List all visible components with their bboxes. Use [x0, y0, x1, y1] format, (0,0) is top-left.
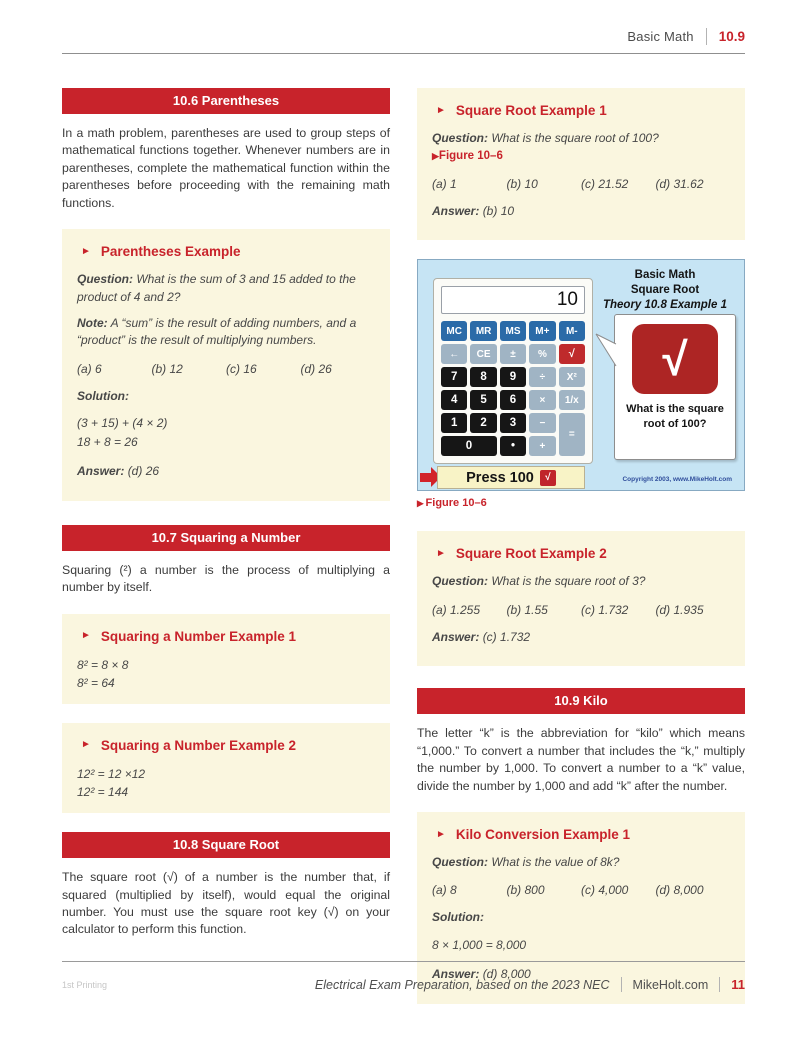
example-title-text: Square Root Example 2: [455, 546, 607, 562]
section-10-8-body: The square root (√) of a number is the number that, if squared (multiplied by itself), would equal the original number. You must use the square root key (√) on your calculator to perform this function.: [62, 870, 390, 937]
example-title: [432, 103, 730, 118]
calc-key-0: 0: [441, 436, 497, 456]
calc-key-5: 5: [470, 390, 496, 410]
example-title-text: Square Root Example 1: [455, 103, 607, 118]
header-divider: [706, 28, 707, 45]
example-title: [77, 244, 375, 259]
question-text: What is the square root of 100?: [491, 131, 659, 145]
question-label: Question:: [432, 131, 488, 145]
figure-title-line: Basic Math: [634, 269, 696, 282]
figure-caption-text: Figure 10–6: [425, 497, 487, 510]
speech-callout: [614, 314, 736, 460]
figure-title: [592, 268, 738, 312]
calc-key-4: 4: [441, 390, 467, 410]
calc-key-x-squared: X²: [559, 367, 585, 387]
equation-line: 12² = 144: [77, 785, 129, 800]
option-c: (c) 4,000: [581, 883, 629, 898]
answer-label: Answer:: [432, 967, 480, 982]
answer-label: Answer:: [432, 629, 480, 644]
solution-label: Solution:: [432, 910, 484, 925]
footer-right: [315, 977, 745, 992]
calc-key-plus-minus: ±: [500, 344, 526, 364]
option-c: (c) 16: [226, 361, 257, 376]
answer-line: [432, 629, 730, 646]
option-b: (b) 800: [506, 883, 545, 898]
square-root-example-2-box: [417, 531, 745, 666]
section-heading-10-7: 10.7 Squaring a Number: [62, 525, 390, 551]
option-b: (b) 10: [506, 177, 538, 192]
calc-key-reciprocal: 1/x: [559, 390, 585, 410]
answer-text: (d) 8,000: [482, 967, 531, 982]
callout-question-text: What is the square root of 100?: [626, 403, 724, 430]
question-label: Question:: [432, 574, 488, 589]
equation-line: 8² = 64: [77, 676, 115, 691]
triangle-marker-icon: ►: [436, 828, 446, 840]
answer-label: Answer:: [432, 204, 480, 219]
calc-key-minus: −: [529, 413, 555, 433]
option-d: (d) 1.935: [655, 602, 704, 617]
section-10-9-body: The letter “k” is the abbreviation for “kilo” which means “1,000.” To convert a number that includes the “k,” multiply the number by 1,000. To convert a number to a “k” value, divide the number by 1,000 and add “k” after the number.: [417, 726, 745, 793]
answer-options: [77, 362, 375, 376]
website-text: MikeHolt.com: [632, 977, 709, 992]
answer-options: [432, 177, 730, 191]
option-a: (a) 1: [432, 177, 457, 192]
figure-title-line: Square Root: [630, 284, 700, 297]
calc-key-divide: ÷: [529, 367, 555, 387]
figure-10-6-calculator-illustration: [417, 259, 745, 491]
calc-key-7: 7: [441, 367, 467, 387]
section-heading-10-6: 10.6 Parentheses: [62, 88, 390, 114]
example-title: [432, 827, 730, 842]
example-title: [432, 546, 730, 561]
square-root-key-large-icon: √: [632, 324, 718, 394]
question-text: What is the square root of 3?: [491, 574, 646, 589]
calc-key-2: 2: [470, 413, 496, 433]
footer-divider: [621, 977, 622, 992]
calc-key-1: 1: [441, 413, 467, 433]
triangle-marker-icon: ►: [81, 630, 91, 642]
question-line: [77, 271, 375, 306]
calc-key-m-minus: M-: [559, 321, 585, 341]
example-title-text: Kilo Conversion Example 1: [455, 827, 630, 843]
press-label: Press 100: [466, 469, 534, 486]
note-label: Note:: [77, 316, 108, 331]
book-title: Electrical Exam Preparation, based on the 2023 NEC: [314, 977, 610, 992]
question-label: Question:: [432, 855, 488, 870]
calc-key-9: 9: [500, 367, 526, 387]
section-heading-10-9: 10.9 Kilo: [417, 688, 745, 714]
example-title-text: Parentheses Example: [100, 244, 241, 260]
calc-key-ms: MS: [500, 321, 526, 341]
solution-line: (3 + 15) + (4 × 2): [77, 416, 168, 431]
example-title: [77, 738, 375, 753]
answer-options: [432, 883, 730, 897]
option-d: (d) 31.62: [655, 177, 704, 192]
example-title-text: Squaring a Number Example 1: [100, 628, 296, 644]
triangle-marker-icon: ►: [81, 245, 91, 257]
equation-line: 12² = 12 ×12: [77, 766, 146, 781]
calc-key-decimal: •: [500, 436, 526, 456]
printing-note: 1st Printing: [62, 979, 108, 990]
right-column: [417, 88, 745, 1023]
figure-reference: ▶Figure 10–6: [432, 150, 503, 163]
header-section-number: 10.9: [718, 29, 745, 44]
triangle-marker-icon: ▶: [417, 498, 424, 509]
question-line: [432, 573, 730, 590]
answer-text: (c) 1.732: [482, 629, 531, 644]
calc-key-ce: CE: [470, 344, 496, 364]
example-title: [77, 629, 375, 644]
solution-line: 18 + 8 = 26: [77, 434, 138, 449]
triangle-marker-icon: ►: [81, 739, 91, 751]
header-section-title: Basic Math: [627, 29, 694, 44]
answer-options: [432, 603, 730, 617]
parentheses-example-box: [62, 229, 390, 501]
header-rule: [62, 53, 745, 54]
option-b: (b) 12: [151, 361, 183, 376]
footer-divider: [719, 977, 720, 992]
section-10-6-body: In a math problem, parentheses are used to group steps of mathematical functions together. Whenever numbers are in parentheses, complete the mathematical function within the parentheses before proceeding with the remaining math functions.: [62, 126, 390, 210]
figure-copyright: Copyright 2003, www.MikeHolt.com: [622, 476, 732, 484]
solution-label: Solution:: [77, 388, 129, 403]
calc-key-mr: MR: [470, 321, 496, 341]
question-line: [432, 854, 730, 871]
calc-key-percent: %: [529, 344, 555, 364]
option-d: (d) 8,000: [655, 883, 704, 898]
answer-text: (b) 10: [482, 204, 515, 219]
question-line: [432, 130, 730, 165]
triangle-marker-icon: ►: [436, 104, 446, 116]
calc-key-m-plus: M+: [529, 321, 555, 341]
calc-key-8: 8: [470, 367, 496, 387]
square-root-key-icon: √: [540, 470, 556, 486]
section-10-7-body: Squaring (²) a number is the process of multiplying a number by itself.: [62, 562, 390, 595]
square-root-example-1-box: [417, 88, 745, 240]
page-header: [62, 28, 745, 54]
option-c: (c) 1.732: [581, 602, 629, 617]
triangle-marker-icon: ►: [436, 547, 446, 559]
option-a: (a) 1.255: [432, 602, 481, 617]
page-number: 11: [731, 977, 745, 992]
question-label: Question:: [77, 272, 133, 287]
equation-line: 8² = 8 × 8: [77, 657, 129, 672]
note-text: A “sum” is the result of adding numbers, and a “product” is the result of multiplying numbers.: [77, 316, 357, 348]
section-heading-10-8: 10.8 Square Root: [62, 832, 390, 858]
squaring-example-2-box: [62, 723, 390, 813]
triangle-marker-icon: ▶: [432, 151, 439, 162]
solution-line: 8 × 1,000 = 8,000: [432, 937, 527, 952]
red-arrow-icon: [420, 473, 431, 482]
option-a: (a) 8: [432, 883, 457, 898]
answer-label: Answer:: [77, 464, 125, 479]
question-text: What is the sum of 3 and 15 added to the product of 4 and 2?: [77, 272, 356, 304]
calc-key-mc: MC: [441, 321, 467, 341]
answer-line: [432, 203, 730, 220]
calc-key-backspace-icon: ←: [441, 344, 467, 364]
squaring-example-1-box: [62, 614, 390, 704]
calc-key-square-root: √: [559, 344, 585, 364]
two-column-layout: [62, 88, 745, 1023]
calc-key-multiply: ×: [529, 390, 555, 410]
answer-text: (d) 26: [127, 464, 160, 479]
page-footer: [62, 961, 745, 992]
calculator-keypad: [441, 321, 585, 456]
calc-key-6: 6: [500, 390, 526, 410]
note-line: [77, 315, 375, 350]
calc-key-3: 3: [500, 413, 526, 433]
calc-key-plus: +: [529, 436, 555, 456]
press-instruction-bar: [437, 466, 585, 489]
question-text: What is the value of 8k?: [491, 855, 620, 870]
calc-key-equals: =: [559, 413, 585, 456]
answer-line: [77, 463, 375, 480]
option-a: (a) 6: [77, 361, 102, 376]
figure-title-line: Theory 10.8 Example 1: [602, 298, 727, 311]
option-c: (c) 21.52: [581, 177, 629, 192]
option-b: (b) 1.55: [506, 602, 548, 617]
figure-caption: [417, 497, 745, 509]
calculator-display: 10: [441, 286, 585, 314]
option-d: (d) 26: [300, 361, 332, 376]
calculator: [433, 278, 593, 464]
example-title-text: Squaring a Number Example 2: [100, 737, 296, 753]
left-column: [62, 88, 390, 1023]
